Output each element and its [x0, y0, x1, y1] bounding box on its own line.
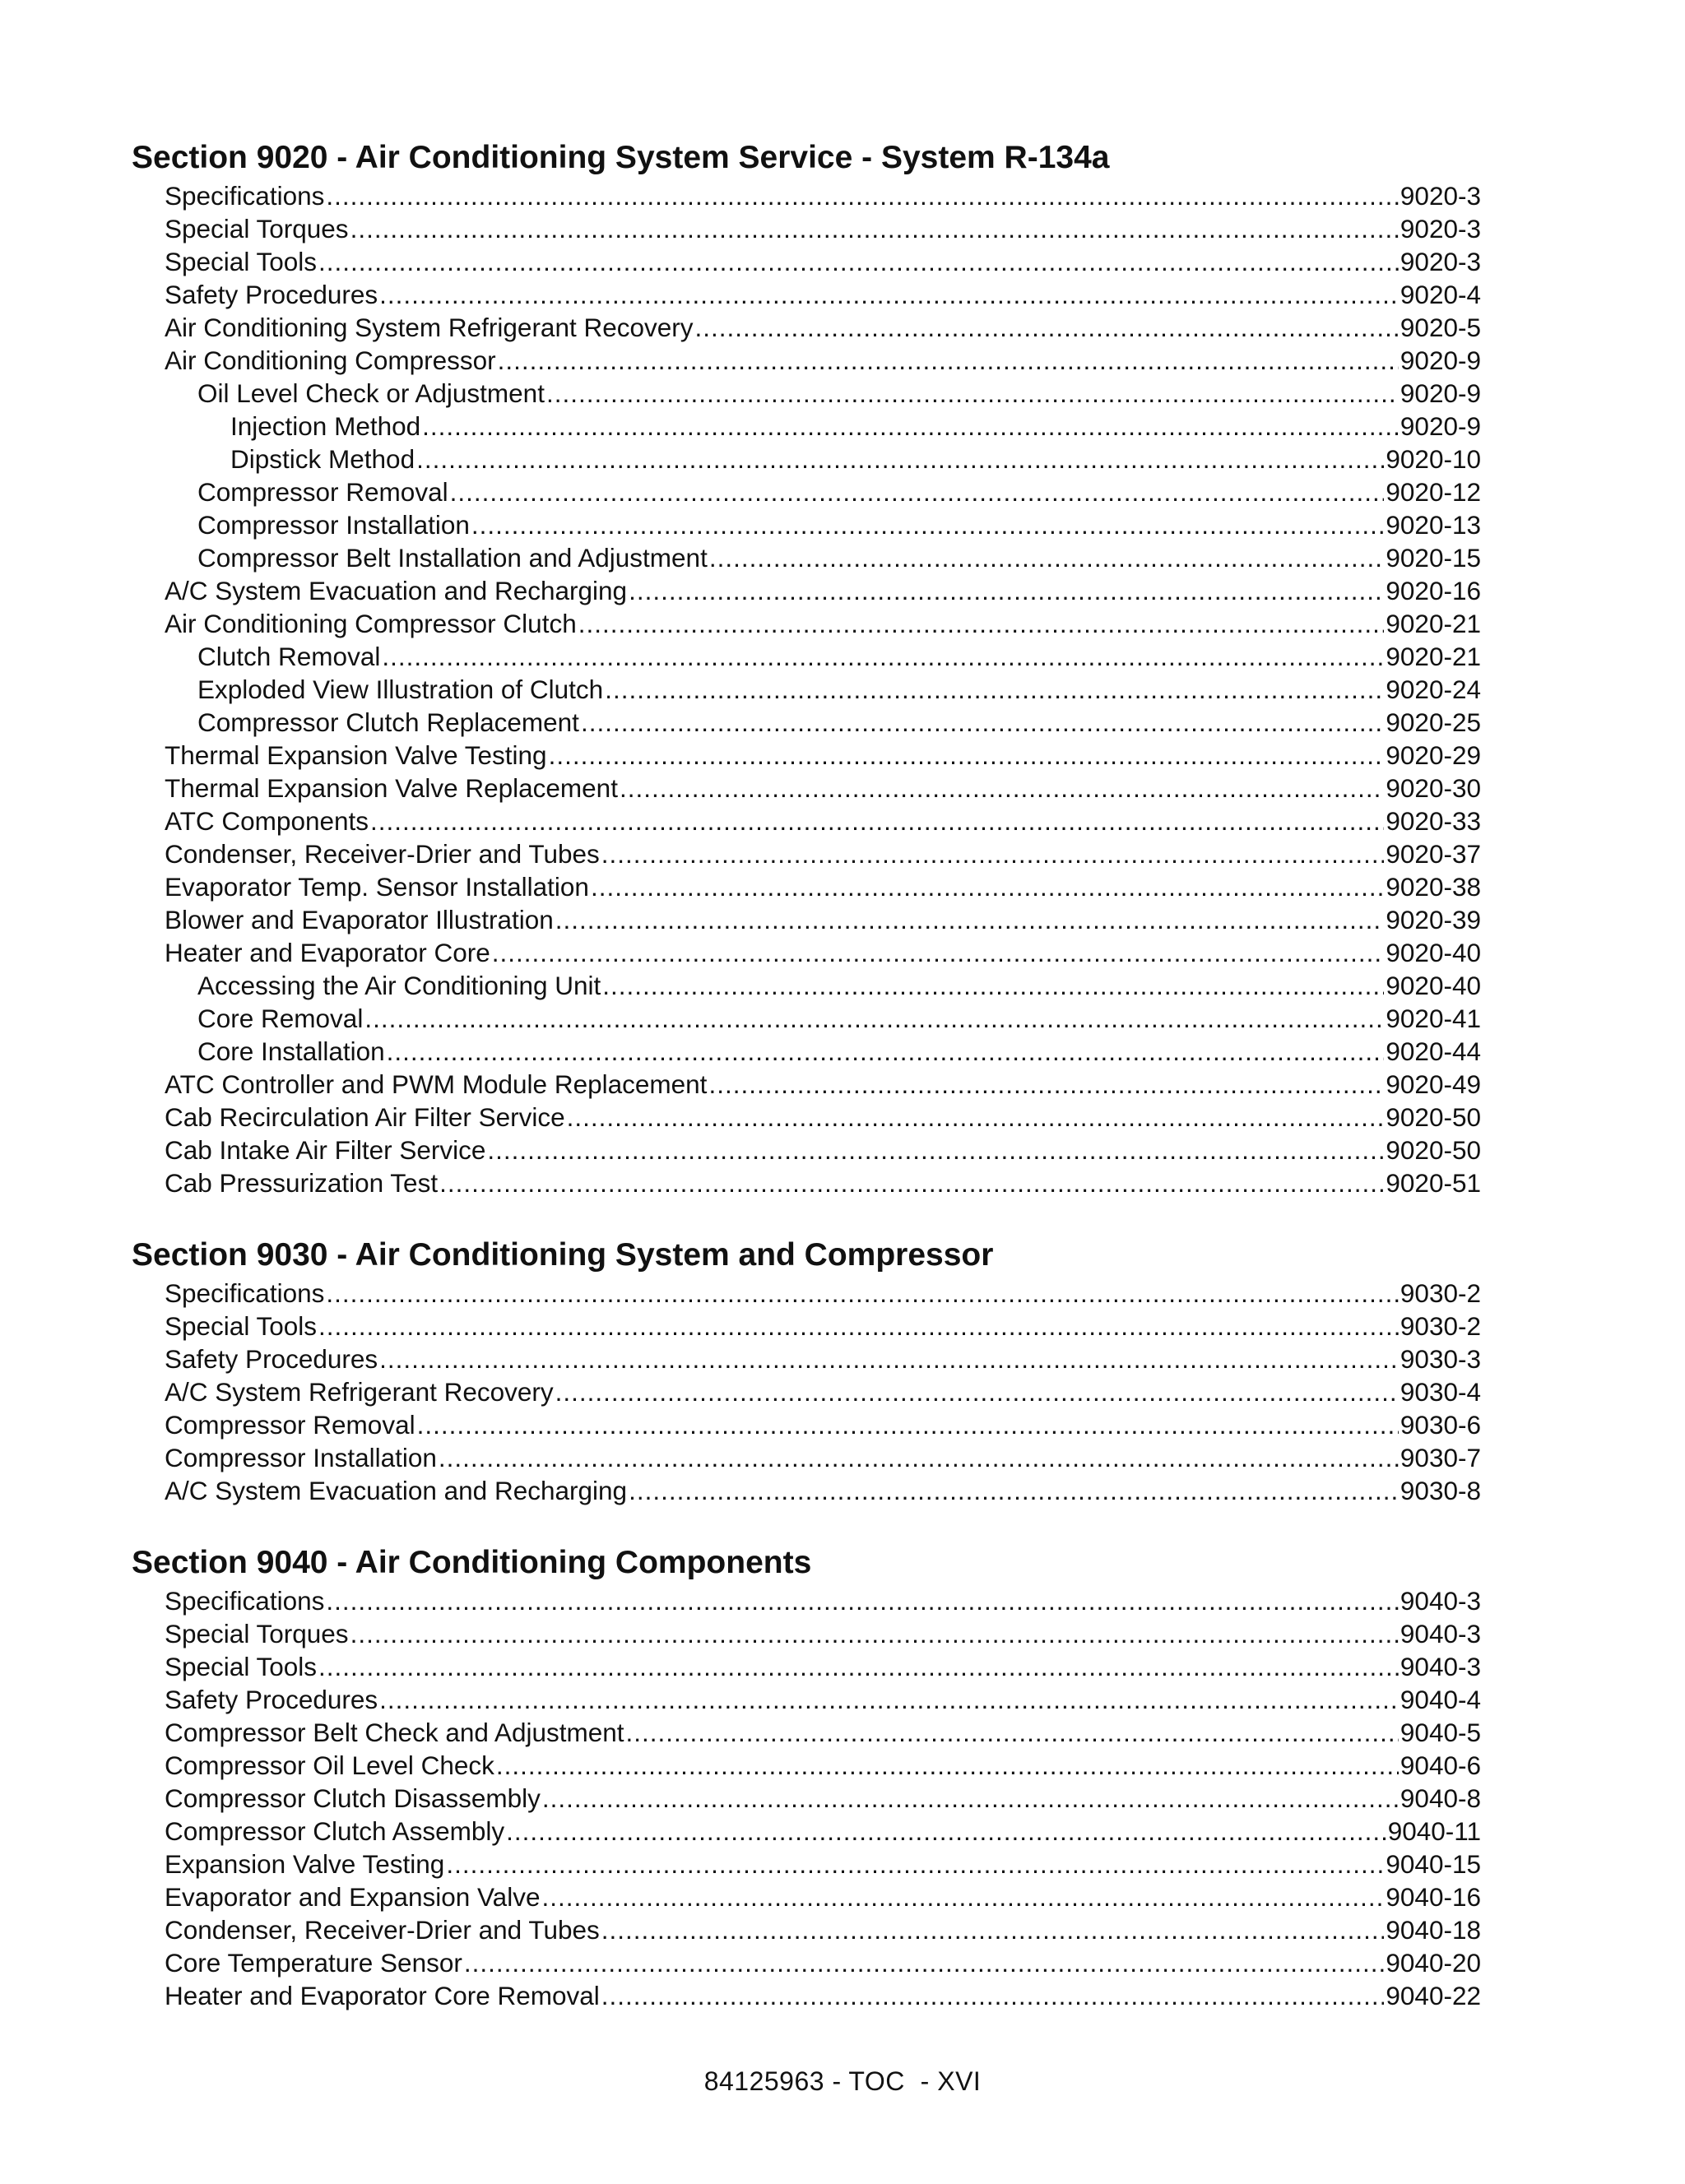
toc-entry-label: Air Conditioning Compressor: [165, 345, 496, 375]
toc-entry[interactable]: [132, 1474, 1481, 1507]
toc-entry[interactable]: [132, 344, 1481, 377]
dot-leader: [709, 541, 1385, 574]
toc-entry-label: Cab Recirculation Air Filter Service: [165, 1102, 565, 1132]
toc-entry-page-number: 9020-40: [1386, 971, 1481, 1000]
toc-entry-label: Special Torques: [165, 214, 349, 243]
toc-entry-label: Heater and Evaporator Core Removal: [165, 1981, 600, 2010]
toc-entry-label: Compressor Clutch Assembly: [165, 1816, 505, 1846]
dot-leader: [350, 1617, 1399, 1650]
dot-leader: [578, 607, 1385, 640]
toc-entry[interactable]: [132, 772, 1481, 805]
dot-leader: [318, 1310, 1399, 1342]
toc-entry-label: Oil Level Check or Adjustment: [197, 378, 545, 408]
toc-entry[interactable]: [132, 1101, 1481, 1134]
toc-entry-label: Safety Procedures: [165, 1685, 378, 1714]
dot-leader: [439, 1166, 1384, 1199]
toc-entry-label: Compressor Belt Check and Adjustment: [165, 1718, 624, 1747]
toc-entry-page-number: 9020-4: [1400, 280, 1481, 309]
dot-leader: [602, 969, 1384, 1002]
toc-entry[interactable]: [132, 1134, 1481, 1166]
toc-entry-page-number: 9020-50: [1386, 1135, 1481, 1165]
toc-entry[interactable]: [132, 377, 1481, 410]
dot-leader: [567, 1101, 1385, 1134]
toc-entry[interactable]: [132, 1617, 1481, 1650]
toc-entry-label: Condenser, Receiver-Drier and Tubes: [165, 839, 600, 869]
dot-leader: [416, 443, 1384, 475]
toc-entry[interactable]: [132, 706, 1481, 739]
toc-entry-page-number: 9020-38: [1386, 872, 1481, 902]
dot-leader: [446, 1848, 1384, 1880]
toc-entry-page-number: 9020-50: [1386, 1102, 1481, 1132]
dot-leader: [506, 1815, 1386, 1848]
toc-entry[interactable]: [132, 541, 1481, 574]
toc-entry-page-number: 9040-8: [1400, 1783, 1481, 1813]
toc-entry[interactable]: [132, 1166, 1481, 1199]
dot-leader: [318, 1650, 1399, 1683]
dot-leader: [626, 1716, 1399, 1749]
toc-entry-page-number: 9020-41: [1386, 1004, 1481, 1033]
toc-entry[interactable]: [132, 1946, 1481, 1979]
toc-entry-label: Core Removal: [197, 1004, 364, 1033]
toc-entry-label: Compressor Clutch Disassembly: [165, 1783, 541, 1813]
dot-leader: [549, 739, 1385, 772]
toc-entry[interactable]: [132, 1848, 1481, 1880]
dot-leader: [417, 1408, 1399, 1441]
toc-entry-label: ATC Controller and PWM Module Replacement: [165, 1069, 708, 1099]
toc-entry-page-number: 9020-51: [1386, 1168, 1481, 1198]
toc-entry-page-number: 9020-25: [1386, 707, 1481, 737]
toc-entry-label: Core Temperature Sensor: [165, 1948, 462, 1978]
toc-entry[interactable]: [132, 1913, 1481, 1946]
toc-entry-page-number: 9030-3: [1400, 1344, 1481, 1374]
toc-entry-label: Cab Pressurization Test: [165, 1168, 439, 1198]
dot-leader: [555, 903, 1385, 936]
toc-entry-page-number: 9030-7: [1400, 1443, 1481, 1472]
dot-leader: [601, 1979, 1385, 2012]
toc-entry[interactable]: [132, 673, 1481, 706]
toc-entry-page-number: 9020-49: [1386, 1069, 1481, 1099]
toc-entry[interactable]: [132, 805, 1481, 837]
toc-entry-page-number: 9020-9: [1400, 378, 1481, 408]
toc-entry-page-number: 9040-3: [1400, 1619, 1481, 1648]
dot-leader: [387, 1035, 1385, 1068]
toc-entry[interactable]: [132, 1342, 1481, 1375]
toc-entry[interactable]: [132, 1650, 1481, 1683]
toc-entry[interactable]: [132, 1749, 1481, 1782]
dot-leader: [629, 1474, 1399, 1507]
toc-entry[interactable]: [132, 640, 1481, 673]
dot-leader: [541, 1880, 1384, 1913]
toc-entry-label: Compressor Installation: [197, 510, 470, 540]
toc-entry-page-number: 9040-18: [1386, 1915, 1481, 1945]
toc-entry-label: A/C System Evacuation and Recharging: [165, 1476, 628, 1505]
toc-entry[interactable]: [132, 1815, 1481, 1848]
dot-leader: [439, 1441, 1399, 1474]
dot-leader: [620, 772, 1384, 805]
toc-entry-label: Evaporator Temp. Sensor Installation: [165, 872, 589, 902]
toc-entry-page-number: 9020-29: [1386, 740, 1481, 770]
toc-entry-page-number: 9020-33: [1386, 806, 1481, 836]
toc-entry-page-number: 9030-4: [1400, 1377, 1481, 1407]
toc-entry-label: Compressor Installation: [165, 1443, 437, 1472]
toc-entry-label: Cab Intake Air Filter Service: [165, 1135, 486, 1165]
dot-leader: [471, 508, 1385, 541]
toc-entry[interactable]: [132, 1584, 1481, 1617]
toc-entry-label: Air Conditioning System Refrigerant Recovery: [165, 313, 694, 342]
toc-entry[interactable]: [132, 508, 1481, 541]
toc-entry-page-number: 9040-22: [1386, 1981, 1481, 2010]
toc-entry-page-number: 9020-24: [1386, 675, 1481, 704]
toc-entry-label: Evaporator and Expansion Valve: [165, 1882, 541, 1912]
toc-entry[interactable]: [132, 1441, 1481, 1474]
toc-entry-page-number: 9040-15: [1386, 1849, 1481, 1879]
toc-entry-label: Condenser, Receiver-Drier and Tubes: [165, 1915, 600, 1945]
toc-entry[interactable]: [132, 1880, 1481, 1913]
toc-entry[interactable]: [132, 1068, 1481, 1101]
toc-page: [132, 138, 1481, 2048]
toc-entry-page-number: 9040-3: [1400, 1586, 1481, 1616]
toc-entry[interactable]: [132, 278, 1481, 311]
toc-entry-label: Safety Procedures: [165, 280, 378, 309]
dot-leader: [350, 212, 1399, 245]
toc-entry-label: Specifications: [165, 181, 325, 211]
dot-leader: [464, 1946, 1385, 1979]
toc-entry[interactable]: [132, 1035, 1481, 1068]
toc-entry-label: Thermal Expansion Valve Replacement: [165, 773, 618, 803]
dot-leader: [422, 410, 1399, 443]
toc-entry[interactable]: [132, 1310, 1481, 1342]
toc-entry-page-number: 9040-4: [1400, 1685, 1481, 1714]
toc-entry-page-number: 9020-9: [1400, 345, 1481, 375]
section-title: Section 9040 - Air Conditioning Components: [132, 1545, 812, 1580]
toc-entry-label: Specifications: [165, 1278, 325, 1308]
dot-leader: [581, 706, 1384, 739]
toc-entry-label: Special Torques: [165, 1619, 349, 1648]
page-footer: 84125963 - TOC - XVI: [703, 2066, 982, 2096]
toc-entry[interactable]: [132, 1375, 1481, 1408]
toc-entry-page-number: 9020-3: [1400, 214, 1481, 243]
toc-entry[interactable]: [132, 1683, 1481, 1716]
toc-section-9020: [132, 138, 1481, 1199]
dot-leader: [555, 1375, 1399, 1408]
toc-entry-page-number: 9020-10: [1386, 444, 1481, 474]
toc-entry[interactable]: [132, 179, 1481, 212]
toc-entry[interactable]: [132, 1408, 1481, 1441]
dot-leader: [601, 837, 1385, 870]
dot-leader: [379, 1342, 1399, 1375]
dot-leader: [487, 1134, 1384, 1166]
toc-entry-page-number: 9040-5: [1400, 1718, 1481, 1747]
toc-entry-label: Compressor Removal: [197, 477, 448, 507]
toc-entry[interactable]: [132, 475, 1481, 508]
toc-entry[interactable]: [132, 739, 1481, 772]
toc-entry-label: A/C System Refrigerant Recovery: [165, 1377, 554, 1407]
toc-entry-label: Safety Procedures: [165, 1344, 378, 1374]
toc-entry[interactable]: [132, 1716, 1481, 1749]
dot-leader: [496, 1749, 1399, 1782]
toc-entry[interactable]: [132, 245, 1481, 278]
toc-entry-page-number: 9020-13: [1386, 510, 1481, 540]
toc-entry-page-number: 9020-21: [1386, 642, 1481, 671]
toc-entry-page-number: 9040-11: [1387, 1816, 1481, 1846]
toc-entry-page-number: 9020-15: [1386, 543, 1481, 573]
toc-entry-page-number: 9020-30: [1386, 773, 1481, 803]
toc-entry-label: Expansion Valve Testing: [165, 1849, 445, 1879]
toc-entry-label: Heater and Evaporator Core: [165, 938, 490, 967]
toc-entry[interactable]: [132, 1782, 1481, 1815]
toc-entry-label: ATC Components: [165, 806, 369, 836]
dot-leader: [695, 311, 1399, 344]
dot-leader: [629, 574, 1384, 607]
toc-entry[interactable]: [132, 1277, 1481, 1310]
toc-list: [132, 1277, 1481, 1507]
toc-entry-page-number: 9020-21: [1386, 609, 1481, 638]
toc-entry[interactable]: [132, 936, 1481, 969]
toc-entry-label: Exploded View Illustration of Clutch: [197, 675, 604, 704]
toc-entry-label: Compressor Clutch Replacement: [197, 707, 579, 737]
toc-entry[interactable]: [132, 410, 1481, 443]
toc-entry-label: Special Tools: [165, 1652, 318, 1681]
toc-list: [132, 1584, 1481, 2012]
toc-entry-label: Compressor Removal: [165, 1410, 415, 1440]
dot-leader: [492, 936, 1385, 969]
dot-leader: [708, 1068, 1384, 1101]
toc-entry-page-number: 9020-44: [1386, 1036, 1481, 1066]
toc-entry-page-number: 9030-6: [1400, 1410, 1481, 1440]
section-title: Section 9020 - Air Conditioning System Service - System R-134a: [132, 140, 1110, 175]
toc-entry-page-number: 9020-16: [1386, 576, 1481, 605]
dot-leader: [546, 377, 1399, 410]
toc-entry-page-number: 9040-6: [1400, 1750, 1481, 1780]
toc-entry-page-number: 9040-3: [1400, 1652, 1481, 1681]
toc-entry[interactable]: [132, 1002, 1481, 1035]
toc-entry-label: Air Conditioning Compressor Clutch: [165, 609, 577, 638]
toc-entry[interactable]: [132, 311, 1481, 344]
toc-section-9040: [132, 1543, 1481, 2012]
section-title: Section 9030 - Air Conditioning System and Compressor: [132, 1237, 994, 1273]
toc-entry-page-number: 9020-9: [1400, 411, 1481, 441]
toc-entry-label: Compressor Belt Installation and Adjustment: [197, 543, 708, 573]
toc-entry[interactable]: [132, 969, 1481, 1002]
toc-entry[interactable]: [132, 903, 1481, 936]
toc-entry-page-number: 9020-3: [1400, 247, 1481, 276]
dot-leader: [450, 475, 1385, 508]
dot-leader: [326, 1584, 1399, 1617]
dot-leader: [382, 640, 1384, 673]
toc-entry-label: Injection Method: [230, 411, 421, 441]
dot-leader: [379, 278, 1399, 311]
toc-entry-label: Core Installation: [197, 1036, 385, 1066]
toc-entry-page-number: 9020-12: [1386, 477, 1481, 507]
toc-entry[interactable]: [132, 212, 1481, 245]
dot-leader: [326, 1277, 1399, 1310]
toc-entry[interactable]: [132, 574, 1481, 607]
toc-entry-label: Compressor Oil Level Check: [165, 1750, 494, 1780]
dot-leader: [318, 245, 1399, 278]
dot-leader: [379, 1683, 1399, 1716]
toc-entry-page-number: 9020-37: [1386, 839, 1481, 869]
toc-entry[interactable]: [132, 607, 1481, 640]
toc-section-9030: [132, 1236, 1481, 1507]
toc-entry-label: Accessing the Air Conditioning Unit: [197, 971, 601, 1000]
dot-leader: [601, 1913, 1385, 1946]
dot-leader: [542, 1782, 1399, 1815]
dot-leader: [605, 673, 1384, 706]
toc-entry-label: Clutch Removal: [197, 642, 381, 671]
toc-entry[interactable]: [132, 870, 1481, 903]
toc-entry-label: Specifications: [165, 1586, 325, 1616]
dot-leader: [591, 870, 1384, 903]
toc-entry-page-number: 9040-16: [1386, 1882, 1481, 1912]
dot-leader: [326, 179, 1399, 212]
toc-entry-page-number: 9030-8: [1400, 1476, 1481, 1505]
toc-entry-page-number: 9040-20: [1386, 1948, 1481, 1978]
toc-entry-page-number: 9020-3: [1400, 181, 1481, 211]
toc-entry[interactable]: [132, 1979, 1481, 2012]
dot-leader: [364, 1002, 1384, 1035]
toc-entry-page-number: 9020-39: [1386, 905, 1481, 934]
toc-entry-page-number: 9020-5: [1400, 313, 1481, 342]
toc-entry-page-number: 9030-2: [1400, 1311, 1481, 1341]
toc-entry-label: Special Tools: [165, 1311, 318, 1341]
dot-leader: [370, 805, 1384, 837]
toc-entry-page-number: 9020-40: [1386, 938, 1481, 967]
toc-entry-label: Thermal Expansion Valve Testing: [165, 740, 547, 770]
toc-entry[interactable]: [132, 443, 1481, 475]
toc-entry-label: Blower and Evaporator Illustration: [165, 905, 554, 934]
toc-entry-label: Special Tools: [165, 247, 318, 276]
toc-entry-page-number: 9030-2: [1400, 1278, 1481, 1308]
toc-entry-label: A/C System Evacuation and Recharging: [165, 576, 628, 605]
dot-leader: [498, 344, 1399, 377]
toc-list: [132, 179, 1481, 1199]
toc-entry[interactable]: [132, 837, 1481, 870]
toc-entry-label: Dipstick Method: [230, 444, 415, 474]
